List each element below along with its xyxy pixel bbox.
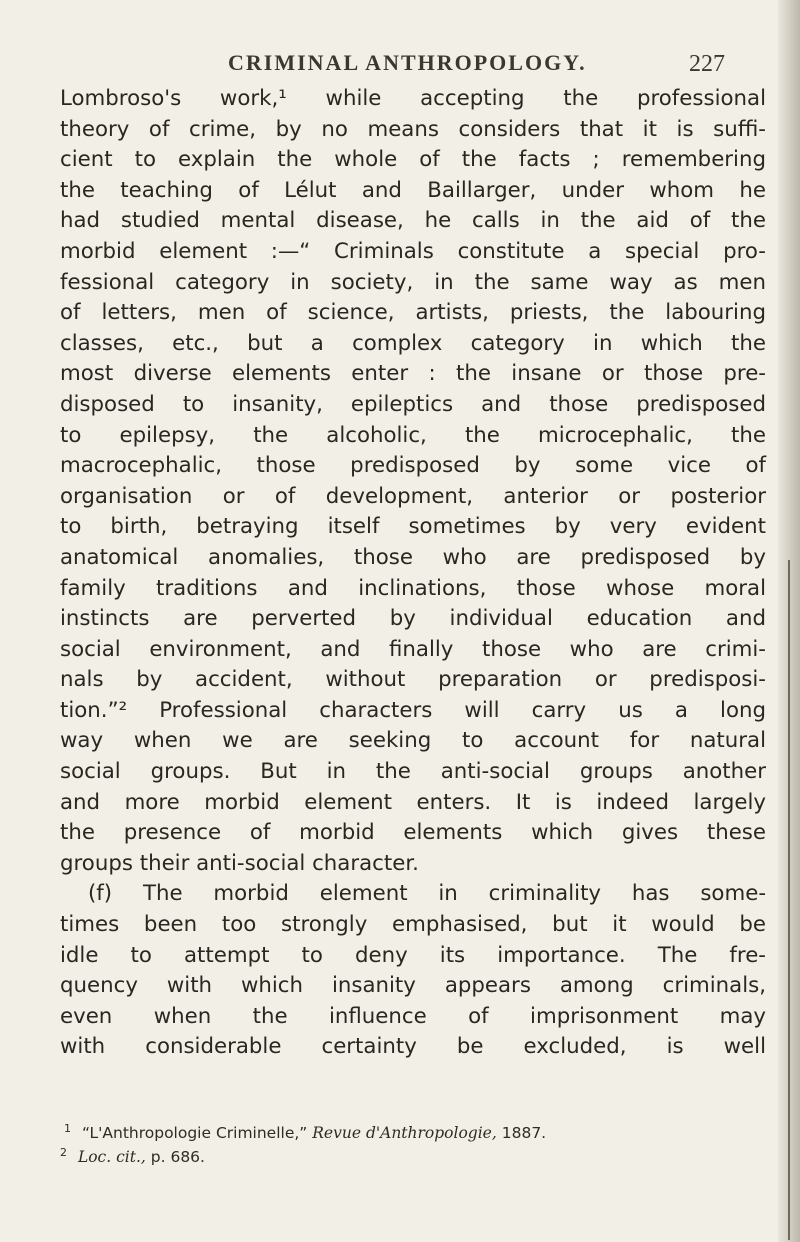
text-line: idle to attempt to deny its importance. The fre-: [60, 942, 766, 968]
text-line: way when we are seeking to account for natural: [60, 728, 766, 754]
text-line: of letters, men of science, artists, priests, the labouring: [60, 300, 766, 326]
footnote-year: 1887.: [501, 1124, 547, 1142]
text-line: (f) The morbid element in criminality has some-: [88, 881, 766, 907]
text-line: macrocephalic, those predisposed by some vice of: [60, 453, 766, 479]
text-line: tion.”² Professional characters will carry us a long: [60, 697, 766, 723]
text-line: with considerable certainty be excluded, is well: [60, 1034, 766, 1060]
footnote-text: “L'Anthropologie Criminelle,”: [81, 1124, 308, 1142]
text-line: nals by accident, without preparation or predisposi-: [60, 667, 766, 693]
text-line: groups their anti-social character.: [60, 850, 419, 876]
text-line: morbid element :—“ Criminals constitute a special pro-: [60, 238, 766, 264]
page-edge: [778, 0, 800, 1242]
text-line: family traditions and inclinations, those whose moral: [60, 575, 766, 601]
footnote-citation: Loc. cit.,: [77, 1148, 146, 1166]
text-line: Lombroso's work,¹ while accepting the professional: [60, 86, 766, 111]
text-line: organisation or of development, anterior or posterior: [60, 483, 766, 509]
body-text: [60, 84, 766, 1063]
text-line: cient to explain the whole of the facts ; remembering: [60, 147, 766, 173]
page-edge-line: [788, 560, 790, 1240]
page-number: 227: [689, 51, 725, 77]
text-line: the teaching of Lélut and Baillarger, under whom he: [60, 177, 766, 203]
text-line: the presence of morbid elements which gives these: [60, 820, 766, 846]
footnote-page: p. 686.: [150, 1148, 205, 1166]
footnote-1: [60, 1119, 766, 1143]
text-line: classes, etc., but a complex category in which the: [60, 330, 766, 356]
text-line: times been too strongly emphasised, but it would be: [60, 912, 766, 938]
text-line: social groups. But in the anti-social groups another: [60, 759, 766, 785]
text-line: quency with which insanity appears among criminals,: [60, 973, 766, 999]
footnote-journal: Revue d'Anthropologie,: [312, 1124, 497, 1142]
footnote-marker: 1: [64, 1122, 71, 1135]
footnotes: [60, 1119, 766, 1167]
text-line: and more morbid element enters. It is indeed largely: [60, 789, 766, 815]
text-line: to birth, betraying itself sometimes by very evident: [60, 514, 766, 540]
text-line: instincts are perverted by individual education and: [60, 606, 766, 632]
text-line: social environment, and finally those who are crimi-: [60, 636, 766, 662]
text-line: even when the influence of imprisonment may: [60, 1003, 766, 1029]
text-line: anatomical anomalies, those who are predisposed by: [60, 544, 766, 570]
running-head: CRIMINAL ANTHROPOLOGY.: [228, 50, 587, 75]
text-line: had studied mental disease, he calls in the aid of the: [60, 208, 766, 234]
text-line: fessional category in society, in the same way as men: [60, 269, 766, 295]
text-line: most diverse elements enter : the insane or those pre-: [60, 361, 766, 387]
text-line: to epilepsy, the alcoholic, the microcephalic, the: [60, 422, 766, 448]
footnote-2: [60, 1143, 766, 1167]
footnote-marker: 2: [60, 1146, 67, 1159]
text-line: disposed to insanity, epileptics and those predisposed: [60, 391, 766, 417]
text-line: theory of crime, by no means considers that it is suffi-: [60, 116, 766, 142]
